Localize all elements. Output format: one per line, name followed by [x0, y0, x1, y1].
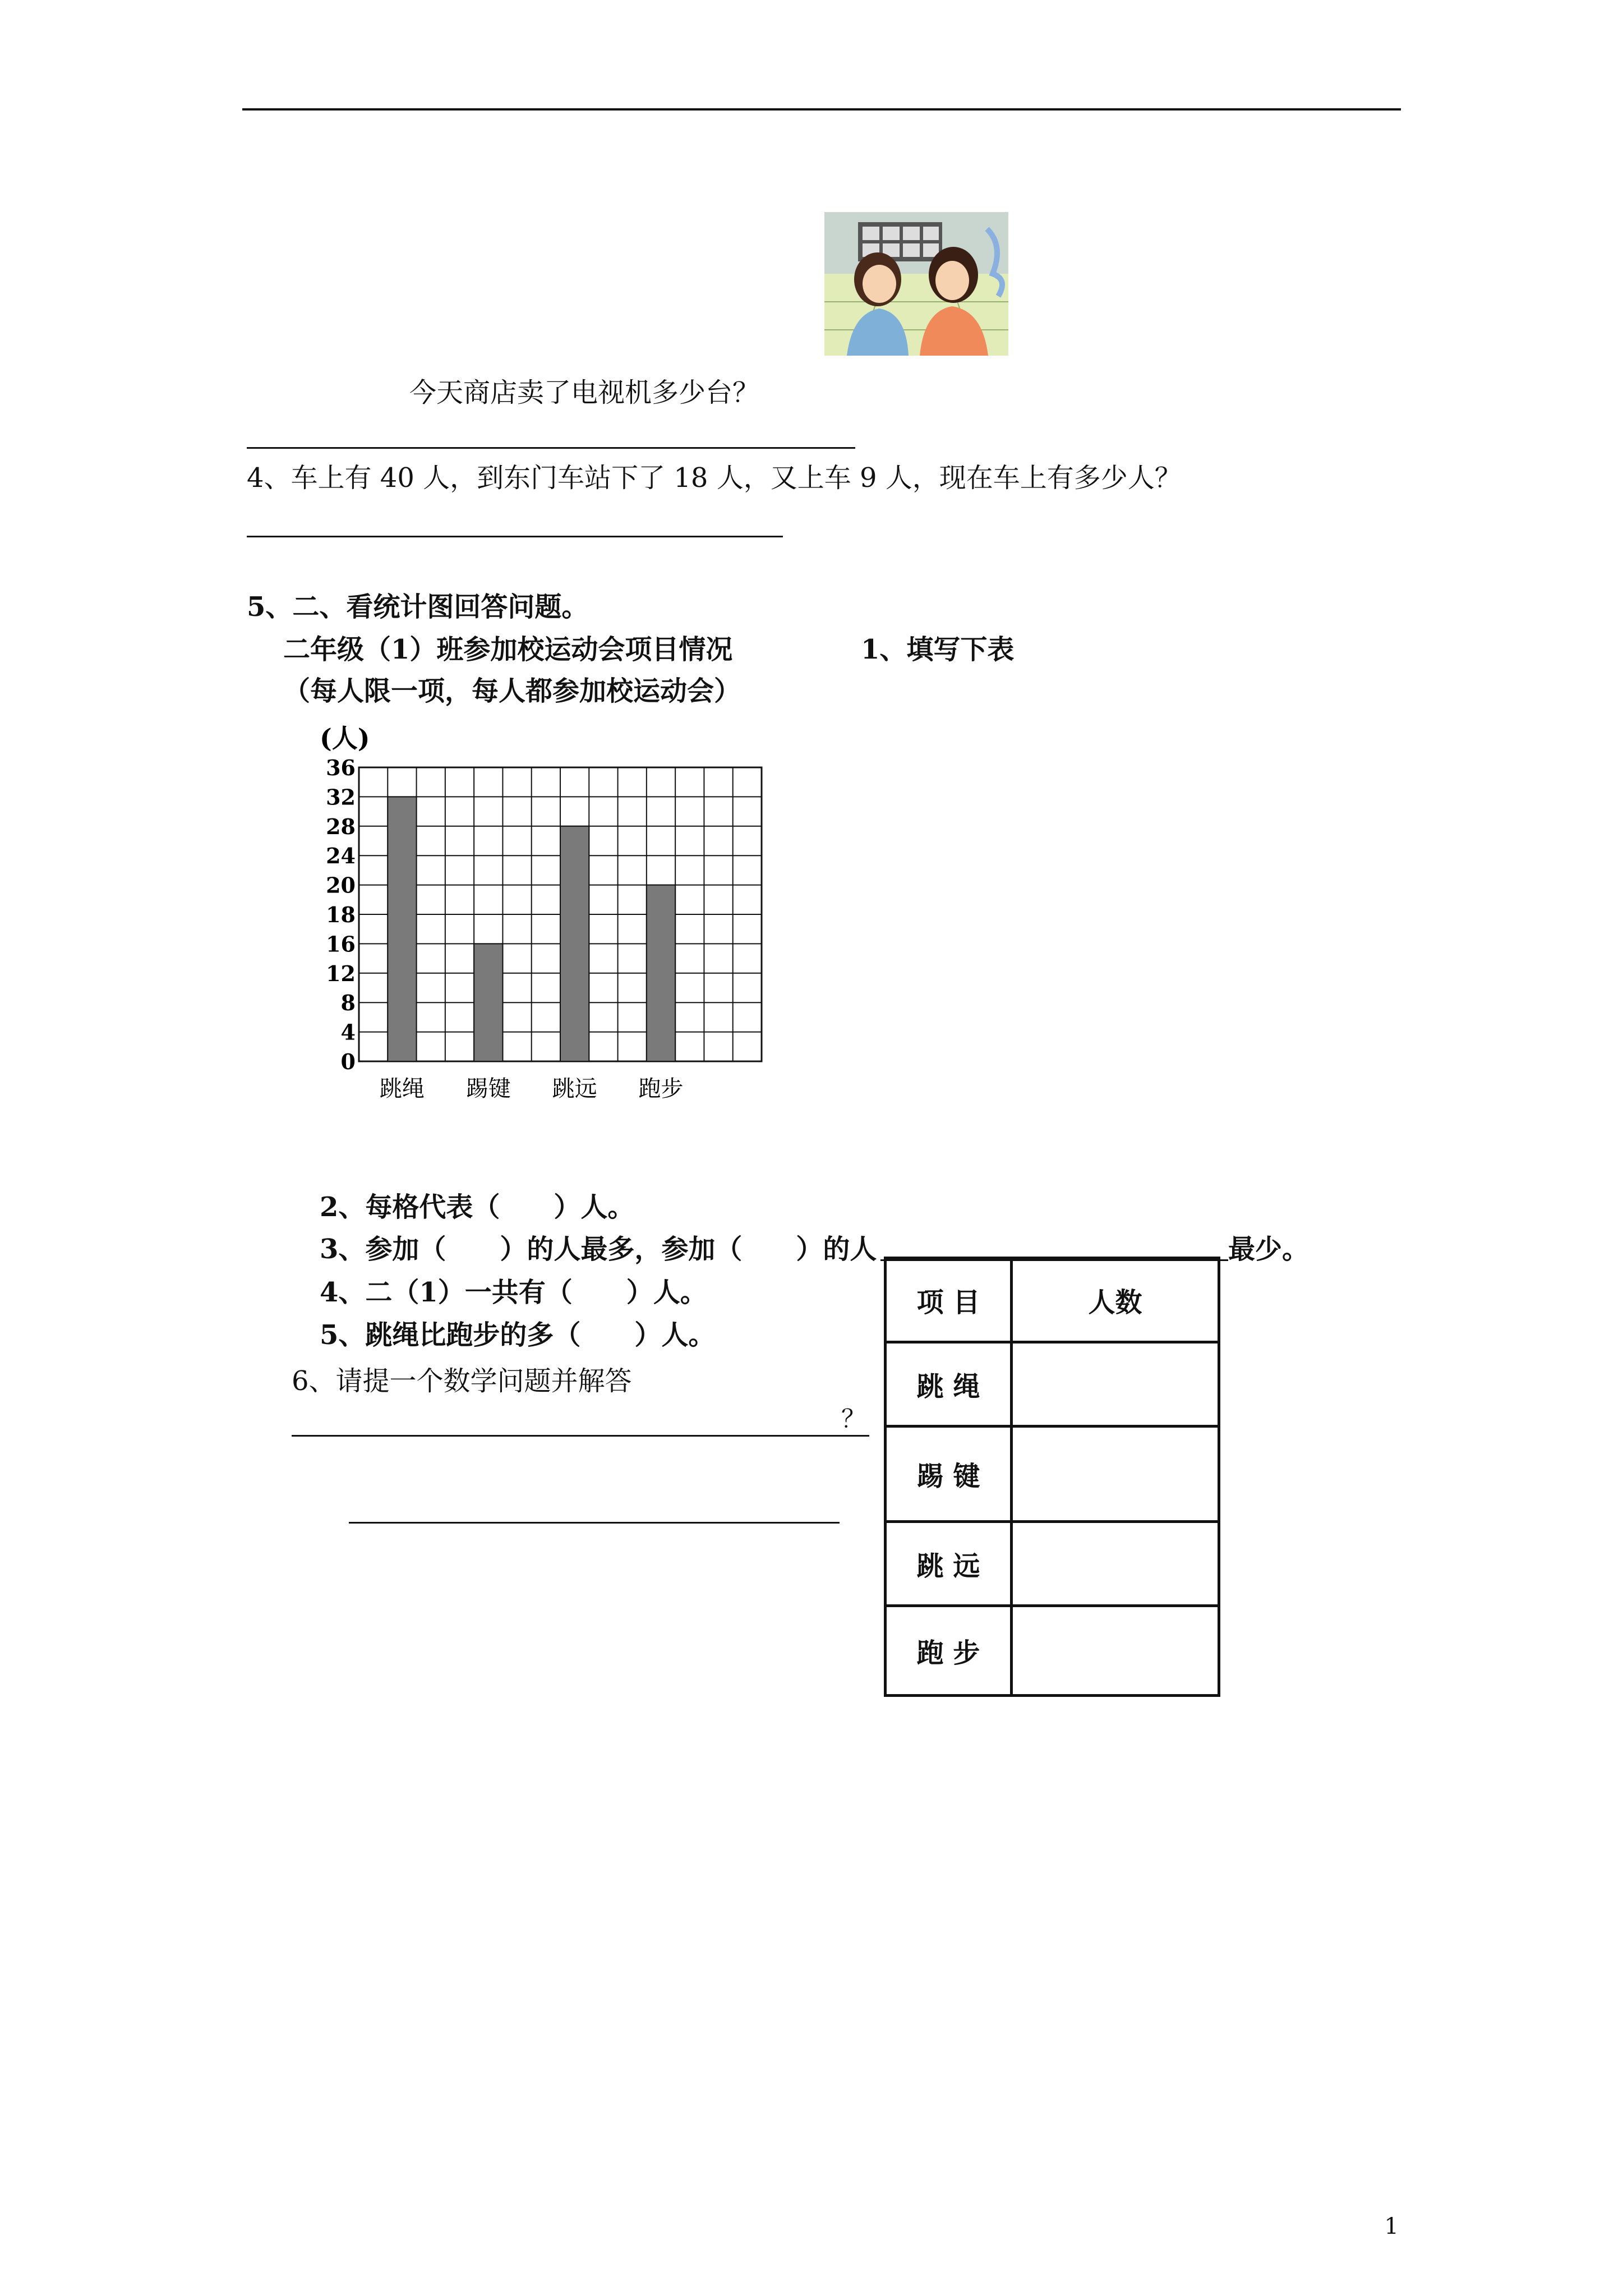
table-row [886, 1427, 1219, 1522]
chart-ytick-label: 8 [340, 990, 356, 1016]
chart-category-label: 跳远 [552, 1076, 597, 1102]
q5-sub6-line-1[interactable] [292, 1435, 869, 1437]
q5-sub5: 5、跳绳比跑步的多（ ）人。 [320, 1319, 716, 1351]
table-header-row [886, 1258, 1219, 1342]
table-cell-input[interactable] [1012, 1606, 1219, 1696]
table-cell-input[interactable] [1012, 1342, 1219, 1427]
chart-ytick-label: 4 [340, 1019, 356, 1045]
table-row [886, 1606, 1219, 1696]
chart-subtitle: （每人限一项，每人都参加校运动会） [283, 675, 741, 707]
chart-bar-2 [560, 826, 589, 1061]
q5-sub2: 2、每格代表（ ）人。 [320, 1191, 635, 1223]
q5-sub3b: 最少。 [1228, 1234, 1310, 1265]
table-row [886, 1342, 1219, 1427]
q4-answer-line[interactable] [247, 536, 783, 537]
q5-sub4: 4、二（1）一共有（ ）人。 [320, 1277, 707, 1308]
table-row-label: 跳 绳 [886, 1342, 1012, 1427]
count-table [884, 1257, 1220, 1697]
q4-question: 4、车上有 40 人，到东门车站下了 18 人，又上车 9 人，现在车上有多少人？ [247, 462, 1182, 494]
header-rule [242, 108, 1401, 111]
two-girls-illustration-icon [824, 212, 1008, 356]
chart-category-label: 踢键 [465, 1076, 511, 1102]
chart-bar-1 [474, 944, 502, 1061]
chart-ytick-label: 20 [326, 872, 356, 898]
q5-heading: 5、二、看统计图回答问题。 [247, 591, 589, 623]
table-row-label: 踢 键 [886, 1427, 1012, 1522]
q5-sub3a: 3、参加（ ）的人最多，参加（ ）的人 [320, 1234, 877, 1265]
chart-ytick-label: 32 [326, 784, 356, 810]
chart-category-label: 跑步 [638, 1076, 684, 1102]
table-row-label: 跑 步 [886, 1606, 1012, 1696]
chart-ytick-label: 16 [326, 931, 356, 957]
chart-ytick-label: 28 [326, 813, 356, 839]
q5-sub6-qmark: ？ [841, 1405, 866, 1433]
table-cell-input[interactable] [1012, 1522, 1219, 1606]
chart-ytick-label: 36 [326, 755, 356, 780]
table-row [886, 1522, 1219, 1606]
chart-bar-0 [388, 797, 416, 1061]
chart-ytick-label: 12 [326, 960, 356, 986]
chart-ytick-label: 24 [326, 843, 356, 869]
q5-sub6-line-2[interactable] [349, 1522, 840, 1524]
page-number: 1 [1384, 2214, 1399, 2239]
fill-table-label: 1、填写下表 [861, 634, 1015, 665]
table-cell-input[interactable] [1012, 1427, 1219, 1522]
chart-ytick-label: 0 [340, 1049, 356, 1074]
chart-ytick-label: 18 [326, 902, 356, 927]
chart-category-label: 跳绳 [379, 1076, 425, 1102]
table-row-label: 跳 远 [886, 1522, 1012, 1606]
sports-bar-chart [308, 724, 774, 1116]
table-header-count: 人数 [1012, 1258, 1219, 1342]
chart-ylabel: (人) [320, 724, 370, 753]
chart-bar-3 [647, 885, 675, 1061]
q3-answer-line[interactable] [247, 447, 855, 449]
table-header-item: 项 目 [886, 1258, 1012, 1342]
chart-title: 二年级（1）班参加校运动会项目情况 [283, 634, 733, 665]
q3-question: 今天商店卖了电视机多少台？ [409, 377, 760, 408]
q5-sub6: 6、请提一个数学问题并解答 [292, 1365, 632, 1397]
